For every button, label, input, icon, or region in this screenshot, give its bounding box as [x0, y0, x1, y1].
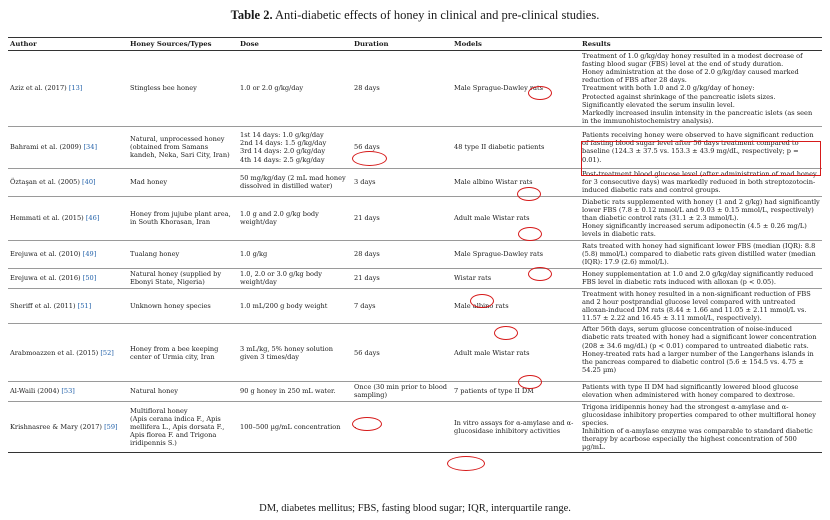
- reference-link: [59]: [104, 422, 118, 431]
- honey-source-line: kandeh, Neka, Sari City, Iran): [130, 151, 230, 160]
- model-cell: 48 type II diabetic patients: [452, 126, 580, 168]
- results-cell: [580, 324, 822, 382]
- author-cell: [8, 401, 128, 453]
- honey-source-cell: [128, 51, 238, 127]
- dose-line: 1.0, 2.0 or 3.0 g/kg body: [240, 270, 322, 279]
- author-cell: [8, 168, 128, 196]
- result-line: Treatment of 1.0 g/kg/day honey resulted in a modest decrease of fasting blood sugar (FBS) level at the end of study duration.: [582, 52, 803, 69]
- honey-source-line: Honey from a bee keeping: [130, 344, 219, 353]
- author-name: Al-Waili (2004): [10, 387, 60, 396]
- reference-link: [50]: [82, 274, 97, 283]
- table-title: [0, 8, 830, 23]
- results-cell: [580, 268, 822, 288]
- dose-cell: [238, 168, 352, 196]
- dose-line: 4th 14 days: 2.5 g/kg/day: [240, 155, 325, 164]
- author-cell: [8, 126, 128, 168]
- header-honey-source: Honey Sources/Types: [128, 38, 238, 51]
- dose-line: 90 g honey in 250 mL water.: [240, 387, 336, 396]
- author-name: Öztaşan et al. (2005): [10, 178, 80, 187]
- results-cell: [580, 382, 822, 401]
- honey-source-line: Natural, unprocessed honey: [130, 135, 225, 144]
- table-row: [8, 382, 822, 401]
- table-row: [8, 324, 822, 382]
- dose-line: 1st 14 days: 1.0 g/kg/day: [240, 131, 324, 140]
- reference-link: [40]: [82, 178, 96, 187]
- result-line: Markedly increased insulin intensity in the pancreatic islets (as seen in the immunohistochemistry analysis).: [582, 108, 813, 125]
- reference-link: [51]: [77, 302, 92, 311]
- dose-cell: [238, 288, 352, 323]
- reference-link: [46]: [85, 214, 100, 223]
- duration-cell: 21 days: [352, 268, 452, 288]
- duration-cell: Once (30 min prior to blood sampling): [352, 382, 452, 401]
- duration-cell: 21 days: [352, 196, 452, 240]
- model-cell: Adult male Wistar rats: [452, 196, 580, 240]
- dose-line: 1.0 g and 2.0 g/kg body: [240, 210, 319, 219]
- dose-cell: [238, 126, 352, 168]
- dose-cell: [238, 240, 352, 268]
- author-cell: [8, 240, 128, 268]
- dose-line: dissolved in distilled water): [240, 182, 333, 191]
- result-line: Honey significantly increased serum adiponectin (4.5 ± 0.26 mg/L) levels in diabetic rats.: [582, 222, 807, 239]
- results-cell: [580, 168, 822, 196]
- header-duration: Duration: [352, 38, 452, 51]
- results-cell: [580, 196, 822, 240]
- honey-source-line: Natural honey: [130, 387, 178, 396]
- honey-source-line: Apis florea F. and Trigona: [130, 430, 217, 439]
- author-cell: [8, 268, 128, 288]
- header-models: Models: [452, 38, 580, 51]
- honey-source-cell: [128, 240, 238, 268]
- model-cell: 7 patients of type II DM: [452, 382, 580, 401]
- result-line: Honey administration at the dose of 2.0 g/kg/day caused marked reduction of FBS after 28 days.: [582, 68, 799, 85]
- honey-source-line: Multifloral honey: [130, 406, 188, 415]
- duration-cell: 56 days: [352, 324, 452, 382]
- result-line: Treatment with honey resulted in a non-significant reduction of FBS and 2 hour postprandial glucose level compared with untreated alloxan-induced DM rats (8.44 ± 1.66 and 11.05 ± 2.11 mmol/L vs. 11.57 ± 2.22 and 16.45 ± 3.11 mmol/L, respectively).: [582, 289, 811, 323]
- duration-cell: 28 days: [352, 240, 452, 268]
- dose-line: 2nd 14 days: 1.5 g/kg/day: [240, 139, 327, 148]
- reference-link: [53]: [61, 387, 75, 396]
- table-header-row: [8, 38, 822, 51]
- model-cell: Male Sprague-Dawley rats: [452, 51, 580, 127]
- annotation-circle-in-vitro: [447, 456, 485, 471]
- results-cell: [580, 126, 822, 168]
- table-row: [8, 51, 822, 127]
- honey-source-line: (obtained from Samans: [130, 143, 209, 152]
- honey-source-cell: [128, 126, 238, 168]
- honey-source-line: iridipennis S.): [130, 438, 177, 447]
- author-name: Aziz et al. (2017): [10, 84, 67, 93]
- duration-cell: 7 days: [352, 288, 452, 323]
- result-line: Protected against shrinkage of the pancreatic islets sizes.: [582, 92, 776, 101]
- reference-link: [13]: [68, 84, 83, 93]
- table-row: [8, 268, 822, 288]
- table-row: [8, 196, 822, 240]
- author-cell: [8, 51, 128, 127]
- honey-source-line: Ebonyi State, Nigeria): [130, 278, 205, 287]
- reference-link: [52]: [100, 348, 114, 357]
- honey-studies-table: [8, 37, 822, 453]
- table-row: [8, 168, 822, 196]
- honey-source-line: Unknown honey species: [130, 302, 211, 311]
- dose-cell: [238, 51, 352, 127]
- dose-line: 50 mg/kg/day (2 mL mad honey: [240, 174, 346, 183]
- dose-line: 3 mL/kg, 5% honey solution: [240, 344, 333, 353]
- dose-cell: [238, 196, 352, 240]
- honey-source-cell: [128, 168, 238, 196]
- table-row: [8, 126, 822, 168]
- result-line: Treatment with both 1.0 and 2.0 g/kg/day of honey:: [582, 84, 755, 93]
- table-number: Table 2.: [230, 8, 273, 22]
- honey-source-cell: [128, 196, 238, 240]
- duration-cell: 3 days: [352, 168, 452, 196]
- results-cell: [580, 240, 822, 268]
- honey-source-cell: [128, 324, 238, 382]
- honey-source-line: Mad honey: [130, 178, 168, 187]
- author-name: Hemmati et al. (2015): [10, 214, 84, 223]
- dose-cell: [238, 268, 352, 288]
- honey-source-cell: [128, 382, 238, 401]
- honey-source-line: center of Urmia city, Iran: [130, 352, 215, 361]
- result-line: Trigona iridipennis honey had the strongest α-amylase and α-glucosidase inhibitory properties compared to other multifloral honey species.: [582, 402, 816, 427]
- honey-source-cell: [128, 288, 238, 323]
- table-caption: Anti-diabetic effects of honey in clinical and pre-clinical studies.: [275, 8, 600, 22]
- author-name: Krishnasree & Mary (2017): [10, 422, 102, 431]
- author-cell: [8, 324, 128, 382]
- result-line: Honey supplementation at 1.0 and 2.0 g/kg/day significantly reduced FBS level in diabetic rats induced with alloxan (p < 0.05).: [582, 270, 814, 287]
- author-name: Erejuwa et al. (2010): [10, 250, 81, 259]
- author-cell: [8, 196, 128, 240]
- dose-line: weight/day: [240, 218, 277, 227]
- result-line: After 56th days, serum glucose concentration of noise-induced diabetic rats treated with honey had a significant lower concentration (208 ± 34.6 mg/dL) (p < 0.01) compared to untreated diabetic rats.: [582, 325, 817, 350]
- honey-source-line: in South Khorasan, Iran: [130, 218, 211, 227]
- table-row: [8, 240, 822, 268]
- model-cell: Wistar rats: [452, 268, 580, 288]
- author-cell: [8, 288, 128, 323]
- dose-line: 1.0 or 2.0 g/kg/day: [240, 84, 304, 93]
- dose-line: weight/day: [240, 278, 277, 287]
- duration-cell: -: [352, 401, 452, 453]
- author-name: Bahrami et al. (2009): [10, 143, 82, 152]
- header-dose: Dose: [238, 38, 352, 51]
- result-line: Inhibition of α-amylase enzyme was comparable to standard diabetic therapy by acarbose especially the highest concentration of 500 µg/mL.: [582, 426, 813, 451]
- author-name: Arabmoazzen et al. (2015): [10, 348, 99, 357]
- reference-link: [34]: [83, 143, 98, 152]
- model-cell: Adult male Wistar rats: [452, 324, 580, 382]
- honey-source-cell: [128, 401, 238, 453]
- result-line: Post-treatment blood glucose level (after administration of mad honey for 3 consecutive days) was markedly reduced in both streptozotocin-induced diabetic rats and control groups.: [582, 170, 817, 195]
- results-cell: [580, 288, 822, 323]
- results-cell: [580, 51, 822, 127]
- honey-source-cell: [128, 268, 238, 288]
- result-line: Patients with type II DM had significantly lowered blood glucose elevation when administered with honey compared to dextrose.: [582, 383, 799, 400]
- header-author: Author: [8, 38, 128, 51]
- dose-line: 3rd 14 days: 2.0 g/kg/day: [240, 147, 326, 156]
- dose-line: 1.0 mL/200 g body weight: [240, 302, 328, 311]
- result-line: Honey-treated rats had a larger number of the Langerhans islands in the pancreas compared to diabetic control (5.6 ± 154.5 vs. 4.75 ± 54.25 µm): [582, 349, 814, 374]
- honey-source-line: (Apis cerana indica F., Apis: [130, 414, 221, 423]
- dose-line: 100–500 µg/mL concentration: [240, 422, 341, 431]
- results-cell: [580, 401, 822, 453]
- dose-cell: [238, 401, 352, 453]
- result-line: Diabetic rats supplemented with honey (1 and 2 g/kg) had significantly lower FBS (7.8 ± 0.12 mmol/L and 9.03 ± 0.15 mmol/L, respectively) than diabetic control rats (31.1 ± 2.3 mmol/L).: [582, 197, 820, 223]
- result-line: Patients receiving honey were observed to have significant reduction of fasting blood sugar level after 56 days treatment compared to baseline (124.3 ± 37.5 vs. 153.3 ± 43.9 mg/dL, respectively; p = 0.01).: [582, 131, 814, 164]
- result-line: Rats treated with honey had significant lower FBS (median (IQR): 8.8 (5.8) mmol/L) compared to diabetic rats given distilled water (median (IQR): 17.9 (2.6) mmol/L).: [582, 242, 816, 267]
- dose-line: given 3 times/day: [240, 352, 299, 361]
- dose-cell: [238, 382, 352, 401]
- duration-cell: 28 days: [352, 51, 452, 127]
- table-footnote: DM, diabetes mellitus; FBS, fasting blood sugar; IQR, interquartile range.: [259, 503, 571, 514]
- dose-line: 1.0 g/kg: [240, 250, 268, 259]
- honey-source-line: Stingless bee honey: [130, 84, 197, 93]
- table-row: [8, 401, 822, 453]
- duration-cell: 56 days: [352, 126, 452, 168]
- table-row: [8, 288, 822, 323]
- header-results: Results: [580, 38, 822, 51]
- author-name: Erejuwa et al. (2016): [10, 274, 81, 283]
- reference-link: [49]: [82, 250, 97, 259]
- honey-source-line: Natural honey (supplied by: [130, 270, 222, 279]
- model-cell: In vitro assays for α-amylase and α-glucosidase inhibitory activities: [452, 401, 580, 453]
- honey-source-line: Tualang honey: [130, 250, 180, 259]
- author-name: Sheriff et al. (2011): [10, 302, 76, 311]
- honey-source-line: mellifera L., Apis dorsata F.,: [130, 422, 225, 431]
- model-cell: Male albino rats: [452, 288, 580, 323]
- result-line: Significantly elevated the serum insulin level.: [582, 100, 735, 109]
- dose-cell: [238, 324, 352, 382]
- model-cell: Male albino Wistar rats: [452, 168, 580, 196]
- model-cell: Male Sprague-Dawley rats: [452, 240, 580, 268]
- honey-source-line: Honey from jujube plant area,: [130, 210, 231, 219]
- author-cell: [8, 382, 128, 401]
